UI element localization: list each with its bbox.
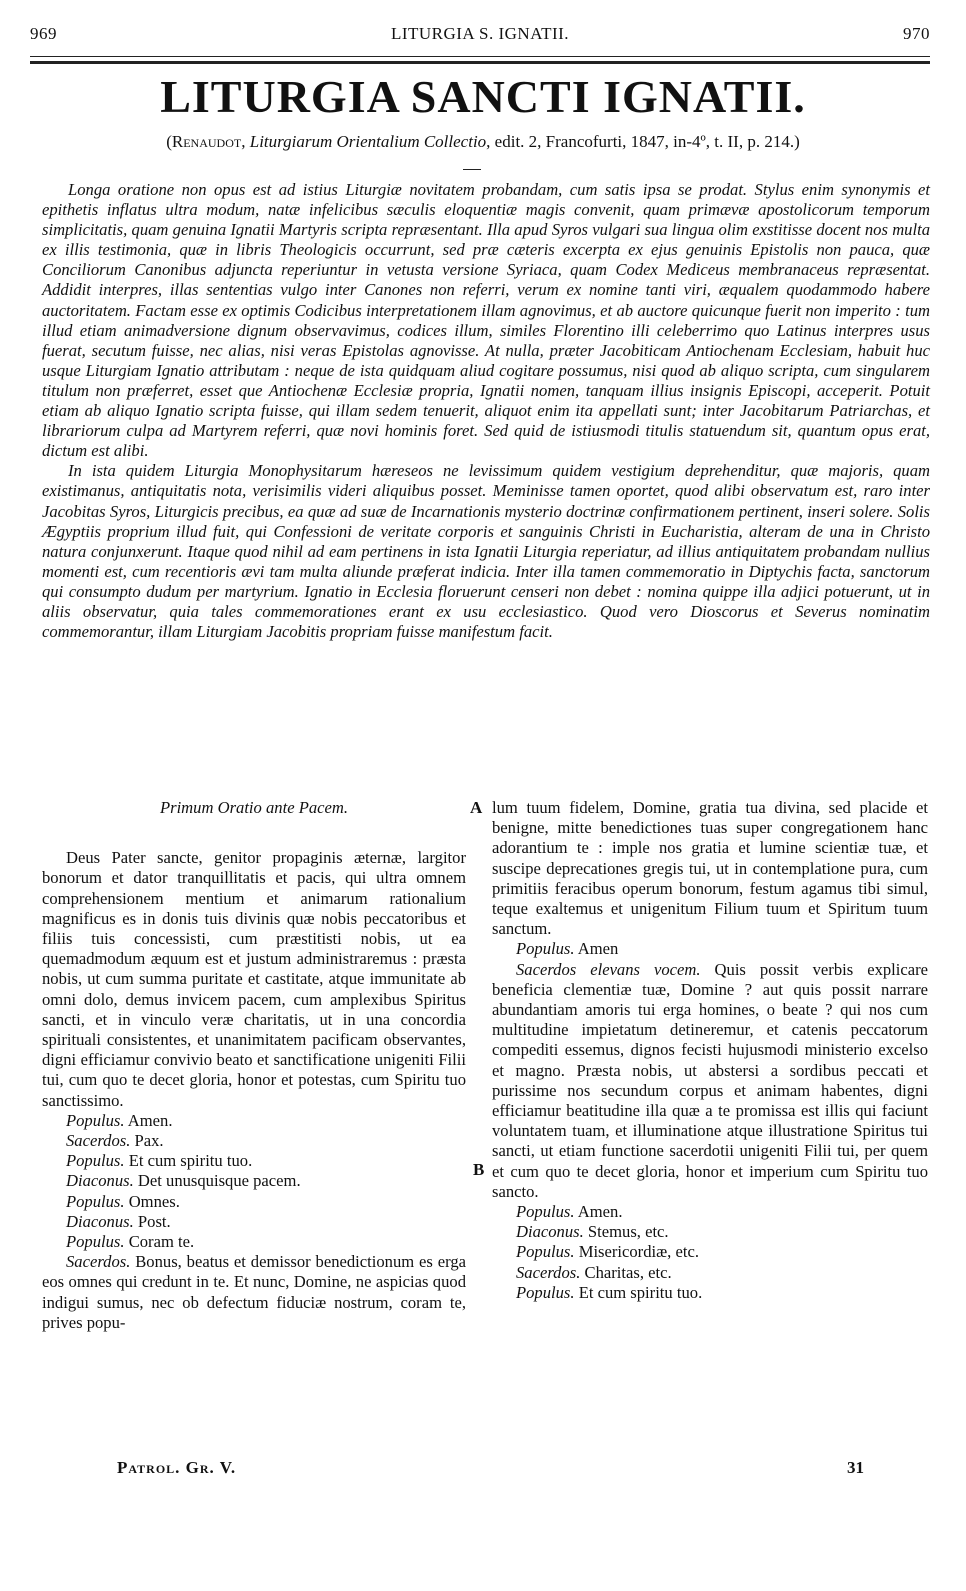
section-dash [463, 169, 481, 170]
page-number-right: 970 [903, 24, 930, 43]
response-line: Diaconus. Stemus, etc. [516, 1222, 669, 1242]
priest-elevation-prayer: Sacerdos elevans vocem. Quis possit verbis explicare beneficia clementiæ tuæ, Domine ? aut quis possit narrare abundantiam amoris tui erga homines, o beate ? qui nos cum multitudine impietatum detineremur, et catenis peccatorum compediti essemus, dignos fecisti hujusmodi ministerio excelso et magno. Præsta nobis, ut abstersi a sordibus peccati et purissime nos secundum corpus et animam habentes, digni efficiamur beatitudine illa quæ a te promissa est illis qui faciunt voluntatem tuam, et illuminatione atque illustratione Spiritus tui sancti, ut etiam functione sacerdotii unigeniti Filii tui, per quem et cum quo te decet gloria, honor et imperium cum Spiritu tuo sancto. [492, 959, 929, 1201]
right-column [492, 798, 928, 1303]
page-title: LITURGIA SANCTI IGNATII. [160, 71, 806, 122]
preface [42, 180, 930, 642]
response-line: Diaconus. Post. [66, 1211, 171, 1231]
response-line: Populus. Et cum spiritu tuo. [516, 1282, 703, 1302]
header-rule-thick [30, 61, 930, 64]
response-line: Sacerdos. Charitas, etc. [516, 1262, 672, 1282]
prayer-text: Deus Pater sancte, genitor propaginis æternæ, largitor bonorum et dator tranquillitatis et pacis, qui ultra omnem comprehensionem mentium et animarum rationalium magnificus es in donis tuis divinis quæ nobis peccatoribus et filiis tuis concessisti, cum præstitisti nobis, ut ea quemadmodum æquum est et justum administraremus : præsta nobis, ut cum summa puritate et castitate, atque immunitate ab omni dolo, demus invicem pacem, cum amplexibus Spiritus sancti, et in vinculo veræ charitatis, ut in una concordia spirituali consistentes, et unanimitatem pacificam observantes, digni efficiamur convivio beato et sanctificatione unigeniti Filii tui, cum quo te decet gloria, honor et potestas, cum Spiritu tuo sanctissimo. [42, 848, 466, 1110]
response-line: Populus. Amen [516, 939, 619, 959]
response-line: Diaconus. Det unusquisque pacem. [66, 1171, 301, 1191]
source-work: Liturgiarum Orientalium Collectio [249, 132, 487, 151]
source-citation: (Renaudot, Liturgiarum Orientalium Collectio, edit. 2, Francofurti, 1847, in-4º, t. II, p. 214.) [166, 132, 800, 151]
prayer-heading: Primum Oratio ante Pacem. [159, 798, 349, 817]
header-rule-thin [30, 56, 930, 57]
response-line: Populus. Omnes. [66, 1191, 180, 1211]
running-head-title: LITURGIA S. IGNATII. [390, 24, 570, 43]
footer-series: Patrol. Gr. V. [117, 1458, 237, 1477]
response-line: Populus. Et cum spiritu tuo. [66, 1151, 253, 1171]
priest-prayer: Sacerdos. Bonus, beatus et demissor benedictionum es erga eos omnes qui credunt in te. Et nunc, Domine, ne aspicias quod indigui sumus, nec ob defectum fiduciæ nostrum, coram te, prives popu- [42, 1252, 466, 1332]
response-line: Sacerdos. Pax. [66, 1131, 164, 1151]
margin-marker-b: B [473, 1160, 485, 1179]
preface-paragraph-1: Longa oratione non opus est ad istius Liturgiæ novitatem probandam, cum satis ipsa se prodat. Stylus enim synonymis et epithetis inflatus ultra modum, natæ infelicibus sæculis eloquentiæ magis convenit, quam primævæ apostolicorum temporum simplicitatis, quam genuina Ignatii Martyris scripta repræsentant. Illa apud Syros vulgari sua lingua olim exstitisse docent nos multa ex illis testimonia, quæ in libris Theologicis occurrunt, sed præ cæteris excerpta ex ejus genuinis Epistolis non pauca, quæ Conciliorum Canonibus adjuncta reperiuntur in vetusta versione Syriaca, quam Codex Mediceus membranaceus repræsentat. Addidit interpres, illas sententias vulgo inter Canones non referri, verum ex nomine tanti viri, æqualem quodammodo habere auctoritatem. Factam esse ex optimis Codicibus interpretationem illam agnovimus, et ab auctore quicunque fuerit non imperito : tum illud etiam animadversione dignum observavimus, codices illum, similes Florentino illi celeberrimo quo Latinus interpres usus fuerat, secutum fuisse, nec alias, nisi veras Epistolas agnovisse. At nulla, præter Jacobiticam Antiochenam Ecclesiam, habuit huc usque Liturgiam Ignatio attributam : neque de ista quidquam aliud cogitare possumus, nisi quod ab aliquo scripta, cum singularem titulum non præferret, esset que Antiochenæ Ecclesiæ propria, Ignatii nomen, tanquam illius insignis Episcopi, acceperit. Potuit etiam ab aliquo Ignatio scripta fuisse, qui illam sedem tenuerit, aliquot enim ita appellati sunt; inter Jacobitarum Patriarchas, et librariorum culpa ad Martyrem referri, quæ novi hominis foret. Sed quid de istiusmodi titulis statuendum sit, quantum opus erat, dictum est alibi. [42, 180, 930, 461]
response-line: Populus. Amen. [66, 1110, 173, 1130]
page-number-left: 969 [30, 24, 57, 43]
source-author: Renaudot [171, 132, 242, 151]
preface-paragraph-2: In ista quidem Liturgia Monophysitarum hæreseos ne levissimum quidem vestigium deprehenditur, quæ majoris, quam existimanus, antiquitatis nota, verisimilis videri aliquibus posset. Meminisse tamen oportet, quod alibi observatum est, raro inter Jacobitas Syros, Liturgicis precibus, ea quæ ad suæ de Incarnationis mysterio doctrinæ confirmationem pertinent, inseri solere. Solis Ægyptiis proprium illud fuit, qui Confessioni de veritate corporis et sanguinis Christi in Eucharistia, alteram de una in Christo natura conjunxerunt. Itaque quod nihil ad eam pertinens in ista Ignatii Liturgia reperiatur, ad illius antiquitatem probandam nullius momenti est, cum recentioris ævi tam multa aliunde præferat indicia. Inter illa tamen commemoratio in Diptychis facta, sanctorum qui consumpto dudum per martyrium. Ignatio in Ecclesia floruerunt censeri non debet : nomina quippe illa adjici potuerunt, ut in aliis observatur, quia tales commemorationes erant ex usu ecclesiastico. Quod vero Dioscorus et Severus nominatim commemorantur, illam Liturgiam Jacobitis propriam fuisse manifestum facit. [42, 461, 930, 642]
response-line: Populus. Coram te. [66, 1232, 195, 1252]
response-line: Populus. Amen. [516, 1202, 623, 1222]
footer-signature: 31 [847, 1458, 864, 1477]
left-column [42, 798, 466, 1333]
running-head [30, 24, 930, 50]
response-line: Populus. Misericordiæ, etc. [516, 1242, 699, 1262]
margin-marker-a: A [470, 798, 483, 817]
prayer-continuation: lum tuum fidelem, Domine, gratia tua divina, sed placide et benigne, mitte benedictiones tuas super congregationem hanc adorantium te : imple nos gratia et lumine scientiæ tuæ, et suscipe deprecationes gregis tui, ut in contemplatione pura, cum primitiis feracibus operum bonorum, festum agamus tibi simul, teque exaltemus et unigenitum Filium tuum et Spiritum tuum sanctum. [492, 798, 928, 939]
